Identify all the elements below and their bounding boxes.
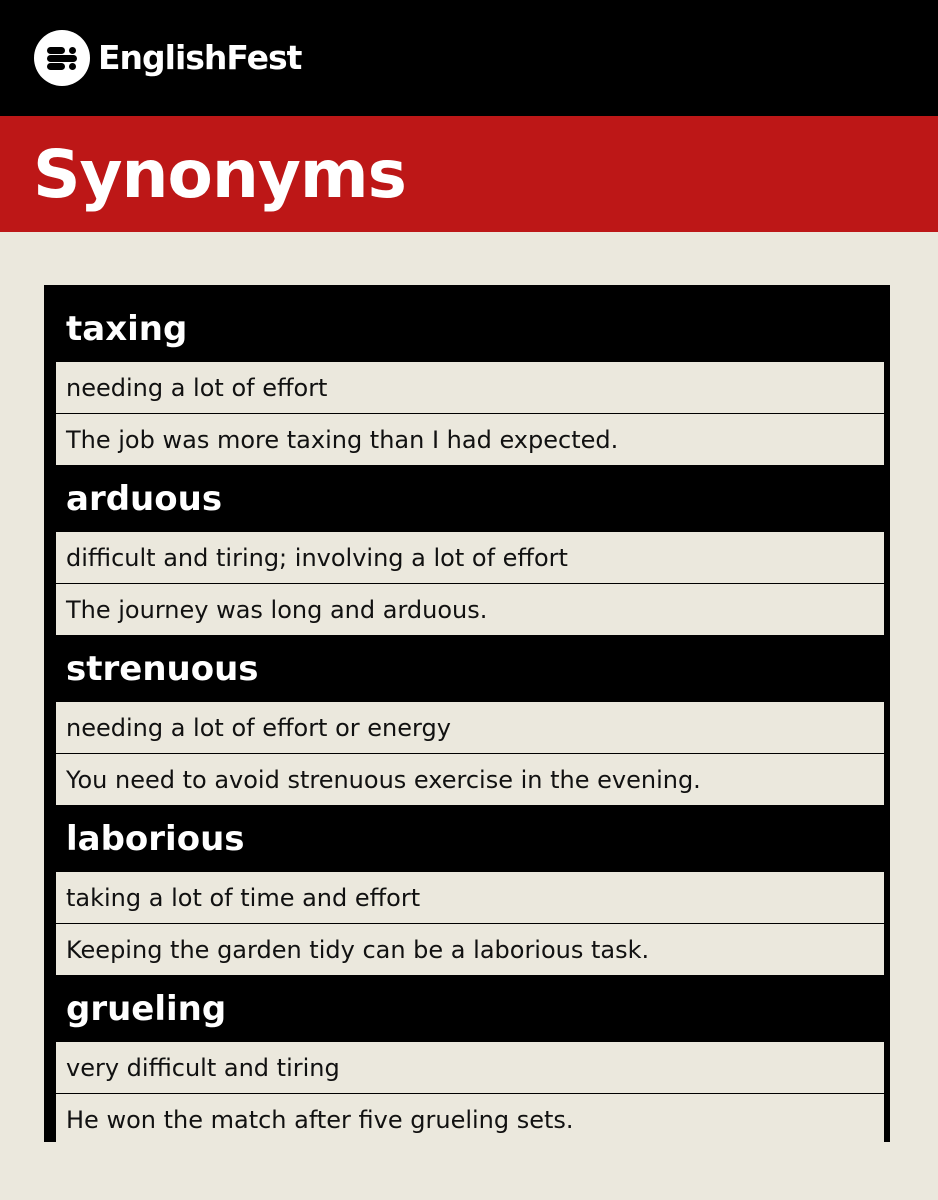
example-row: Keeping the garden tidy can be a laborious task. bbox=[56, 924, 884, 975]
example-row: The job was more taxing than I had expected. bbox=[56, 414, 884, 465]
definition-row: needing a lot of effort bbox=[56, 362, 884, 413]
definition-row: difficult and tiring; involving a lot of effort bbox=[56, 532, 884, 583]
word-row: strenuous bbox=[56, 637, 884, 701]
example-row: The journey was long and arduous. bbox=[56, 584, 884, 635]
word-row: grueling bbox=[56, 977, 884, 1041]
brand-name: EnglishFest bbox=[98, 38, 302, 77]
definition-row: needing a lot of effort or energy bbox=[56, 702, 884, 753]
definition-row: taking a lot of time and effort bbox=[56, 872, 884, 923]
example-row: He won the match after five grueling sets. bbox=[56, 1094, 884, 1145]
word-row: arduous bbox=[56, 467, 884, 531]
example-row: You need to avoid strenuous exercise in the evening. bbox=[56, 754, 884, 805]
logo-mark-icon bbox=[34, 30, 90, 86]
synonyms-table bbox=[44, 285, 890, 1142]
word-row: taxing bbox=[56, 297, 884, 361]
word-row: laborious bbox=[56, 807, 884, 871]
page-title: Synonyms bbox=[33, 136, 406, 213]
header-bar bbox=[0, 0, 938, 116]
definition-row: very difficult and tiring bbox=[56, 1042, 884, 1093]
brand-logo bbox=[34, 30, 301, 86]
